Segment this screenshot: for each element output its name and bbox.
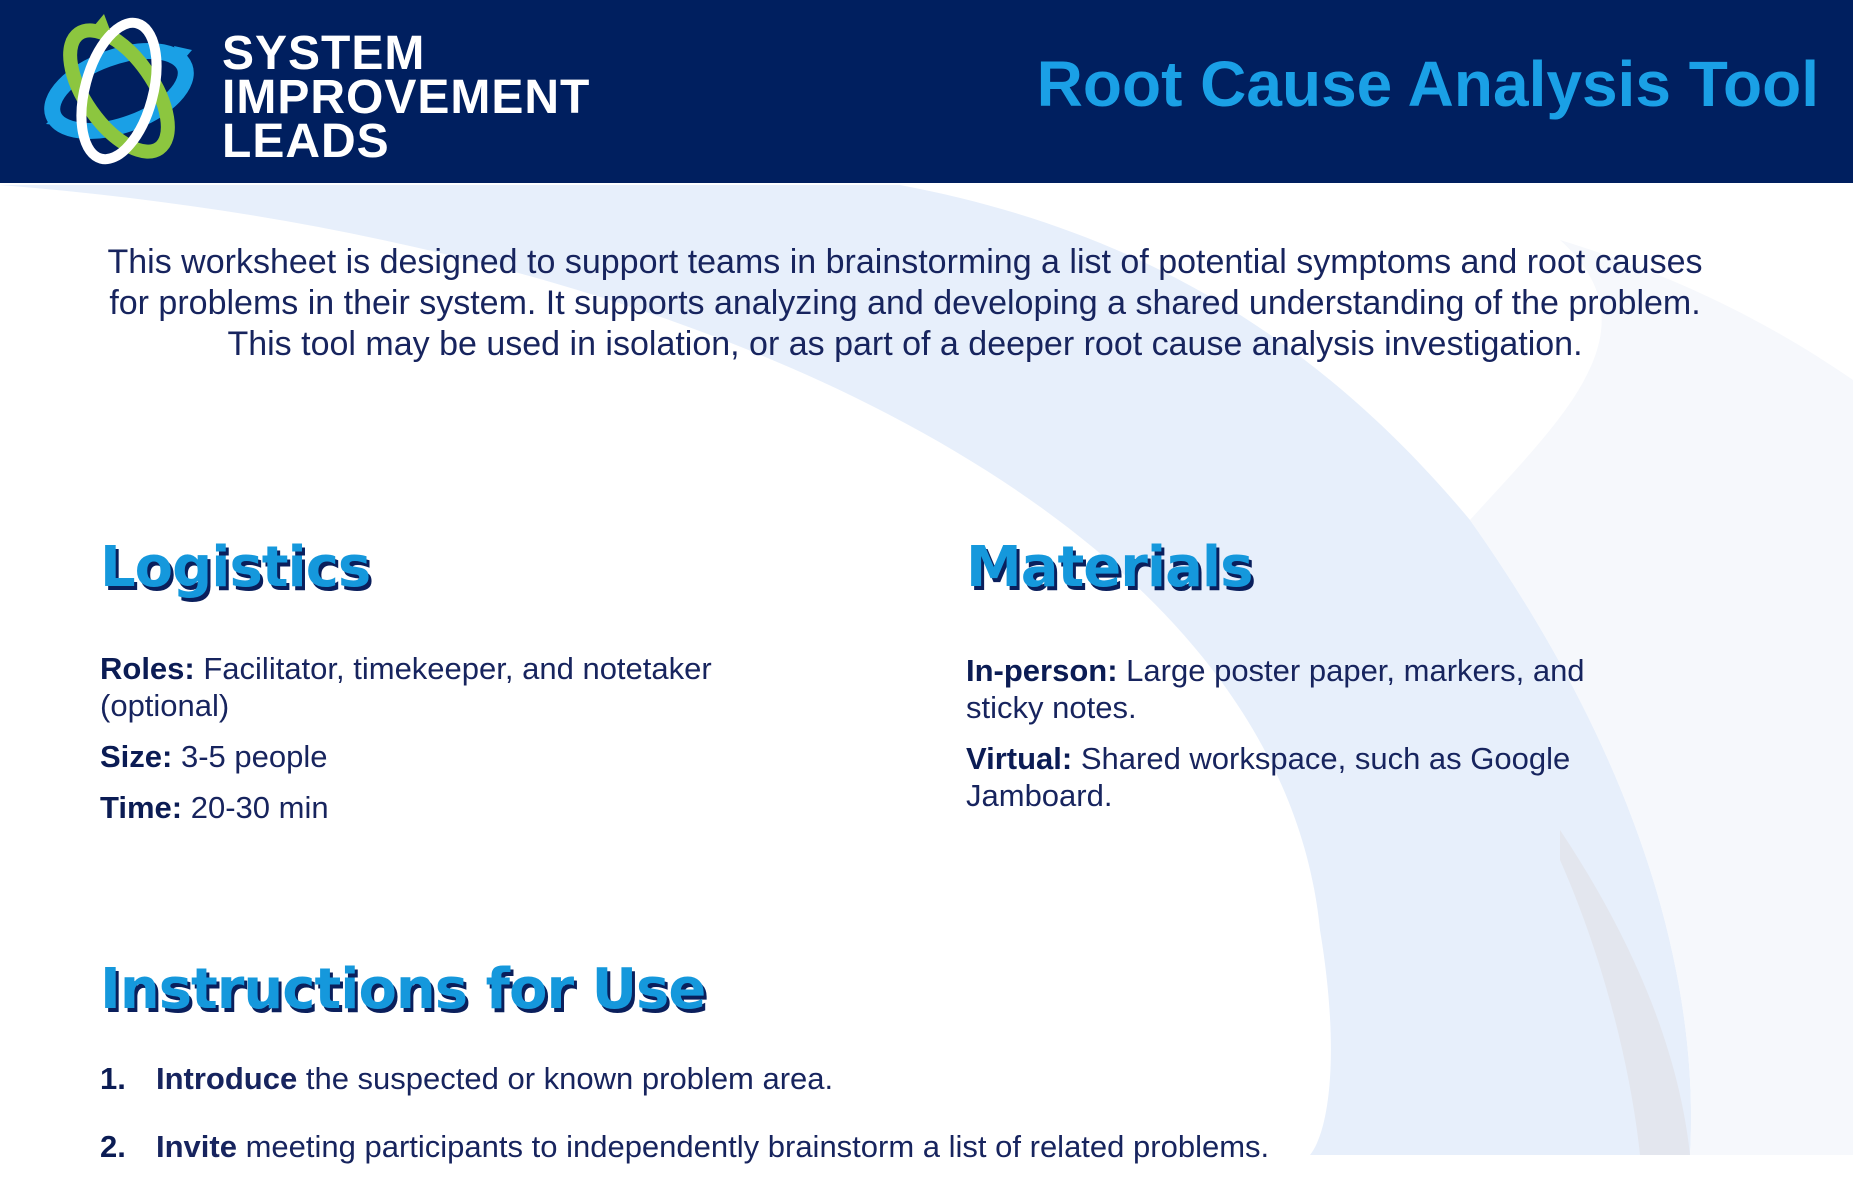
step-number: 2.: [100, 1129, 126, 1164]
step-lead: Introduce: [156, 1061, 298, 1096]
circular-arrows-logo-icon: [34, 6, 204, 176]
page-header: [0, 0, 1853, 183]
page-title: Root Cause Analysis Tool: [1036, 48, 1819, 120]
instruction-step: [100, 1125, 1700, 1169]
org-name-line: SYSTEM: [222, 27, 426, 80]
instruction-step: [100, 1057, 1700, 1101]
logistics-value: 3-5 people: [172, 739, 328, 774]
materials-value: Shared workspace, such as Google Jamboard.: [966, 741, 1571, 813]
org-name-line: LEADS: [222, 115, 390, 168]
materials-item: [966, 740, 1666, 814]
materials-item: [966, 652, 1666, 726]
logistics-label: Roles:: [100, 651, 195, 686]
organization-name: [222, 27, 591, 168]
org-name-line: IMPROVEMENT: [222, 71, 591, 124]
step-text: the suspected or known problem area.: [297, 1061, 834, 1096]
materials-label: In-person:: [966, 653, 1118, 688]
logistics-label: Time:: [100, 790, 183, 825]
materials-value: Large poster paper, markers, and sticky notes.: [966, 653, 1585, 725]
logistics-value: 20-30 min: [182, 790, 329, 825]
logistics-item: [100, 738, 820, 775]
logistics-label: Size:: [100, 739, 173, 774]
logistics-item: [100, 650, 820, 724]
instructions-heading: Instructions for Use: [100, 957, 706, 1022]
materials-heading: Materials: [966, 535, 1253, 600]
instructions-list: [100, 1057, 1700, 1193]
logistics-list: [100, 650, 820, 840]
logistics-heading: Logistics: [100, 535, 371, 600]
step-lead: Invite: [156, 1129, 237, 1164]
logistics-value: Facilitator, timekeeper, and notetaker (optional): [100, 651, 712, 723]
step-number: 1.: [100, 1061, 126, 1096]
materials-list: [966, 652, 1666, 828]
intro-paragraph: This worksheet is designed to support teams in brainstorming a list of potential symptoms and root causes for problems in their system. It supports analyzing and developing a shared understanding of the problem. This tool may be used in isolation, or as part of a deeper root cause analysis investigation.: [107, 243, 1703, 363]
logistics-item: [100, 789, 820, 826]
step-text: meeting participants to independently brainstorm a list of related problems.: [236, 1129, 1270, 1164]
materials-label: Virtual:: [966, 741, 1073, 776]
